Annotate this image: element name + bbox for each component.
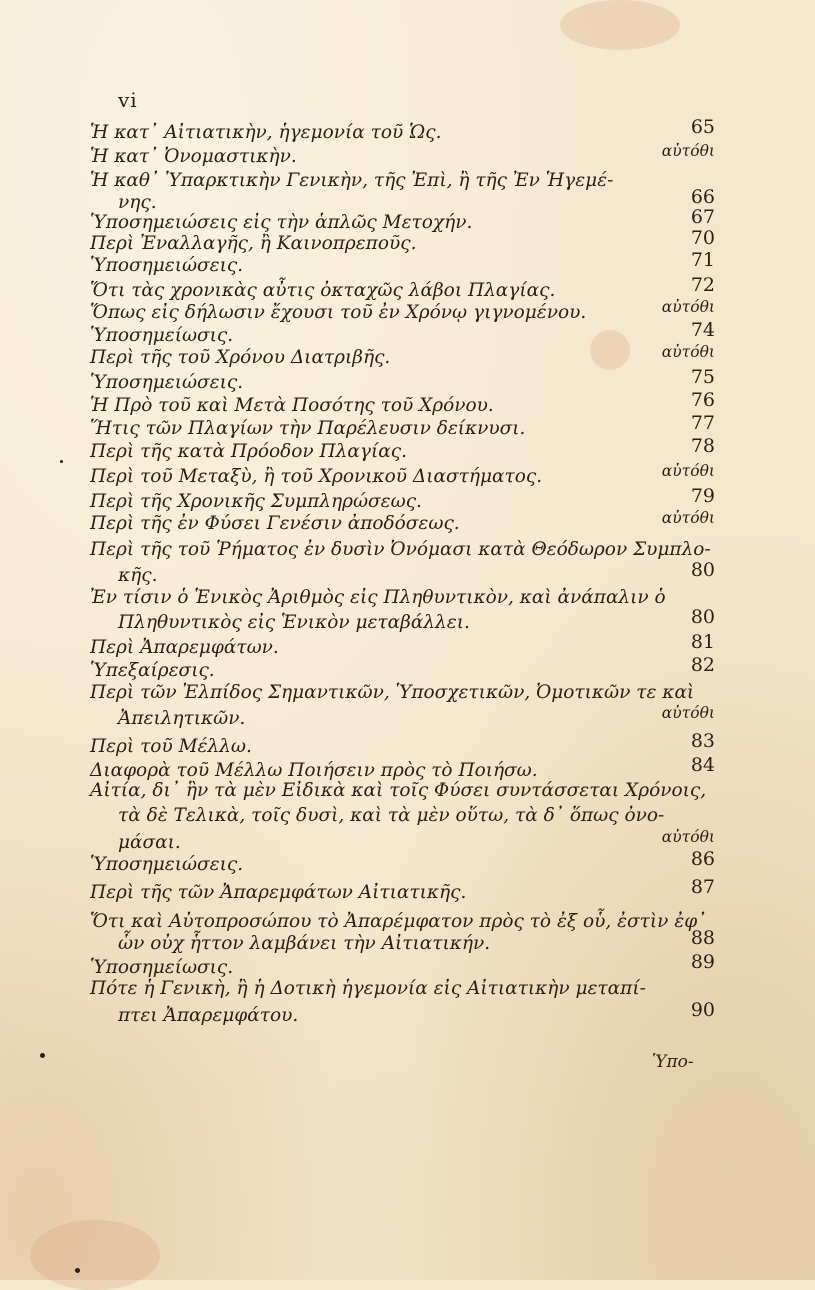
toc-entry-text: Περὶ Ἐναλλαγῆς, ἢ Καινοπρεποῦς. bbox=[90, 233, 417, 254]
toc-entry-page: 70 bbox=[690, 227, 715, 249]
toc-entry-text: Ὅτι τὰς χρονικὰς αὖτις ὀκταχῶς λάβοι Πλαγίας. bbox=[90, 280, 556, 301]
toc-entry-page: αὐτόθι bbox=[661, 343, 715, 361]
toc-entry-page: 79 bbox=[690, 485, 715, 507]
toc-entry-text: Περὶ τοῦ Μέλλω. bbox=[90, 736, 252, 757]
toc-entry-text: Περὶ τῆς κατὰ Πρόοδον Πλαγίας. bbox=[90, 441, 407, 462]
toc-entry-page: αὐτόθι bbox=[661, 509, 715, 527]
toc-entry-text: ὧν οὐχ ἧττον λαμβάνει τὴν Αἰτιατικήν. bbox=[118, 933, 491, 954]
toc-entry-page: 90 bbox=[690, 999, 715, 1021]
toc-entry-page: 76 bbox=[690, 389, 715, 411]
toc-entry-page: 82 bbox=[690, 654, 715, 676]
toc-entry-page: 77 bbox=[690, 412, 715, 434]
toc-entry-text: Ὅπως εἰς δήλωσιν ἔχουσι τοῦ ἐν Χρόνῳ γιγνομένου. bbox=[90, 302, 587, 323]
toc-entry-page: 80 bbox=[690, 559, 715, 581]
toc-entry-text: Ἡ καθ᾽ Ὑπαρκτικὴν Γενικὴν, τῆς Ἐπὶ, ἢ τῆς Ἐν Ἡγεμέ- bbox=[90, 170, 614, 191]
toc-entry-page: 74 bbox=[690, 319, 715, 341]
toc-entry-page: αὐτόθι bbox=[661, 462, 715, 480]
toc-entry-page: 67 bbox=[690, 206, 715, 228]
toc-entry-text: τὰ δὲ Τελικὰ, τοῖς δυσὶ, καὶ τὰ μὲν οὕτω, τὰ δ᾽ ὅπως ὀνο- bbox=[118, 805, 665, 826]
toc-entry-page: 88 bbox=[690, 927, 715, 949]
toc-entry-page: 66 bbox=[690, 186, 715, 208]
toc-entry-text: Διαφορὰ τοῦ Μέλλω Ποιήσειν πρὸς τὸ Ποιήσω. bbox=[90, 760, 538, 781]
toc-entry-text: νης. bbox=[118, 192, 157, 213]
toc-entry-text: Ὑποσημείωσις. bbox=[90, 957, 234, 978]
toc-entry-text: Ἡ Πρὸ τοῦ καὶ Μετὰ Ποσότης τοῦ Χρόνου. bbox=[90, 395, 494, 416]
toc-entry-page: 87 bbox=[690, 876, 715, 898]
toc-entry-text: Ὑποσημείωσις. bbox=[90, 325, 234, 346]
toc-entry-text: μάσαι. bbox=[118, 832, 181, 853]
toc-entry-text: Περὶ τῆς τῶν Ἀπαρεμφάτων Αἰτιατικῆς. bbox=[90, 882, 467, 903]
toc-entry-text: Περὶ τοῦ Μεταξὺ, ἢ τοῦ Χρονικοῦ Διαστήματος. bbox=[90, 466, 543, 487]
toc-entry-page: 72 bbox=[690, 274, 715, 296]
toc-entry-text: κῆς. bbox=[118, 565, 158, 586]
toc-entry-text: Ἡ κατ᾽ Ὀνομαστικὴν. bbox=[90, 146, 297, 167]
toc-entry-text: Ὑποσημειώσεις. bbox=[90, 854, 244, 875]
toc-entry-page: 80 bbox=[690, 606, 715, 628]
toc-entry-text: πτει Ἀπαρεμφάτου. bbox=[118, 1005, 299, 1026]
toc-entry-page: 83 bbox=[690, 730, 715, 752]
toc-entry-text: Ὑποσημειώσεις. bbox=[90, 255, 244, 276]
toc-entry-text: Πληθυντικὸς εἰς Ἑνικὸν μεταβάλλει. bbox=[118, 612, 470, 633]
toc-entry-text: Ἀπειλητικῶν. bbox=[118, 708, 246, 729]
toc-entry-text: Ὅτι καὶ Αὐτοπροσώπου τὸ Ἀπαρέμφατον πρὸς τὸ ἐξ οὗ, ἐστὶν ἐφ᾽ bbox=[90, 911, 707, 932]
page-folio-number: vi bbox=[118, 88, 138, 112]
toc-entry-text: Περὶ Ἀπαρεμφάτων. bbox=[90, 637, 279, 658]
toc-entry-page: 84 bbox=[690, 754, 715, 776]
toc-entry-page: αὐτόθι bbox=[661, 828, 715, 846]
catchword: Ὑπο- bbox=[652, 1052, 694, 1072]
toc-entry-text: Περὶ τῶν Ἐλπίδος Σημαντικῶν, Ὑποσχετικῶν, Ὀμοτικῶν τε καὶ bbox=[90, 682, 695, 703]
toc-entry-page: αὐτόθι bbox=[661, 142, 715, 160]
toc-entry-text: Περὶ τῆς ἐν Φύσει Γενέσιν ἀποδόσεως. bbox=[90, 513, 460, 534]
toc-entry-page: 71 bbox=[690, 249, 715, 271]
toc-entry-page: 89 bbox=[690, 951, 715, 973]
toc-entry-text: Περὶ τῆς Χρονικῆς Συμπληρώσεως. bbox=[90, 491, 422, 512]
toc-entry-text: Ἡ κατ᾽ Αἰτιατικὴν, ἡγεμονία τοῦ Ὡς. bbox=[90, 122, 442, 143]
toc-entry-page: 78 bbox=[690, 435, 715, 457]
toc-entry-text: Αἰτία, δι᾽ ἣν τὰ μὲν Εἰδικὰ καὶ τοῖς Φύσει συντάσσεται Χρόνοις, bbox=[90, 780, 707, 801]
toc-entry-text: Περὶ τῆς τοῦ Χρόνου Διατριβῆς. bbox=[90, 347, 391, 368]
toc-entry-text: Περὶ τῆς τοῦ Ῥήματος ἐν δυσὶν Ὀνόμασι κατὰ Θεόδωρον Συμπλο- bbox=[90, 539, 711, 560]
toc-entry-page: αὐτόθι bbox=[661, 298, 715, 316]
toc-entry-page: 65 bbox=[690, 116, 715, 138]
toc-entry-text: Ὑποσημειώσεις. bbox=[90, 372, 244, 393]
toc-entry-text: Ἥτις τῶν Πλαγίων τὴν Παρέλευσιν δείκνυσι. bbox=[90, 418, 526, 439]
toc-entry-text: Ἐν τίσιν ὁ Ἑνικὸς Ἀριθμὸς εἰς Πληθυντικὸν, καὶ ἀνάπαλιν ὁ bbox=[90, 587, 666, 608]
toc-entry-page: 86 bbox=[690, 848, 715, 870]
toc-entry-page: αὐτόθι bbox=[661, 704, 715, 722]
toc-entry-page: 81 bbox=[690, 631, 715, 653]
toc-entry-text: Ὑποσημειώσεις εἰς τὴν ἁπλῶς Μετοχήν. bbox=[90, 212, 473, 233]
toc-entry-text: Πότε ἡ Γενικὴ, ἢ ἡ Δοτικὴ ἡγεμονία εἰς Αἰτιατικὴν μεταπί- bbox=[90, 978, 646, 999]
toc-entry-page: 75 bbox=[690, 366, 715, 388]
toc-entry-text: Ὑπεξαίρεσις. bbox=[90, 660, 215, 681]
